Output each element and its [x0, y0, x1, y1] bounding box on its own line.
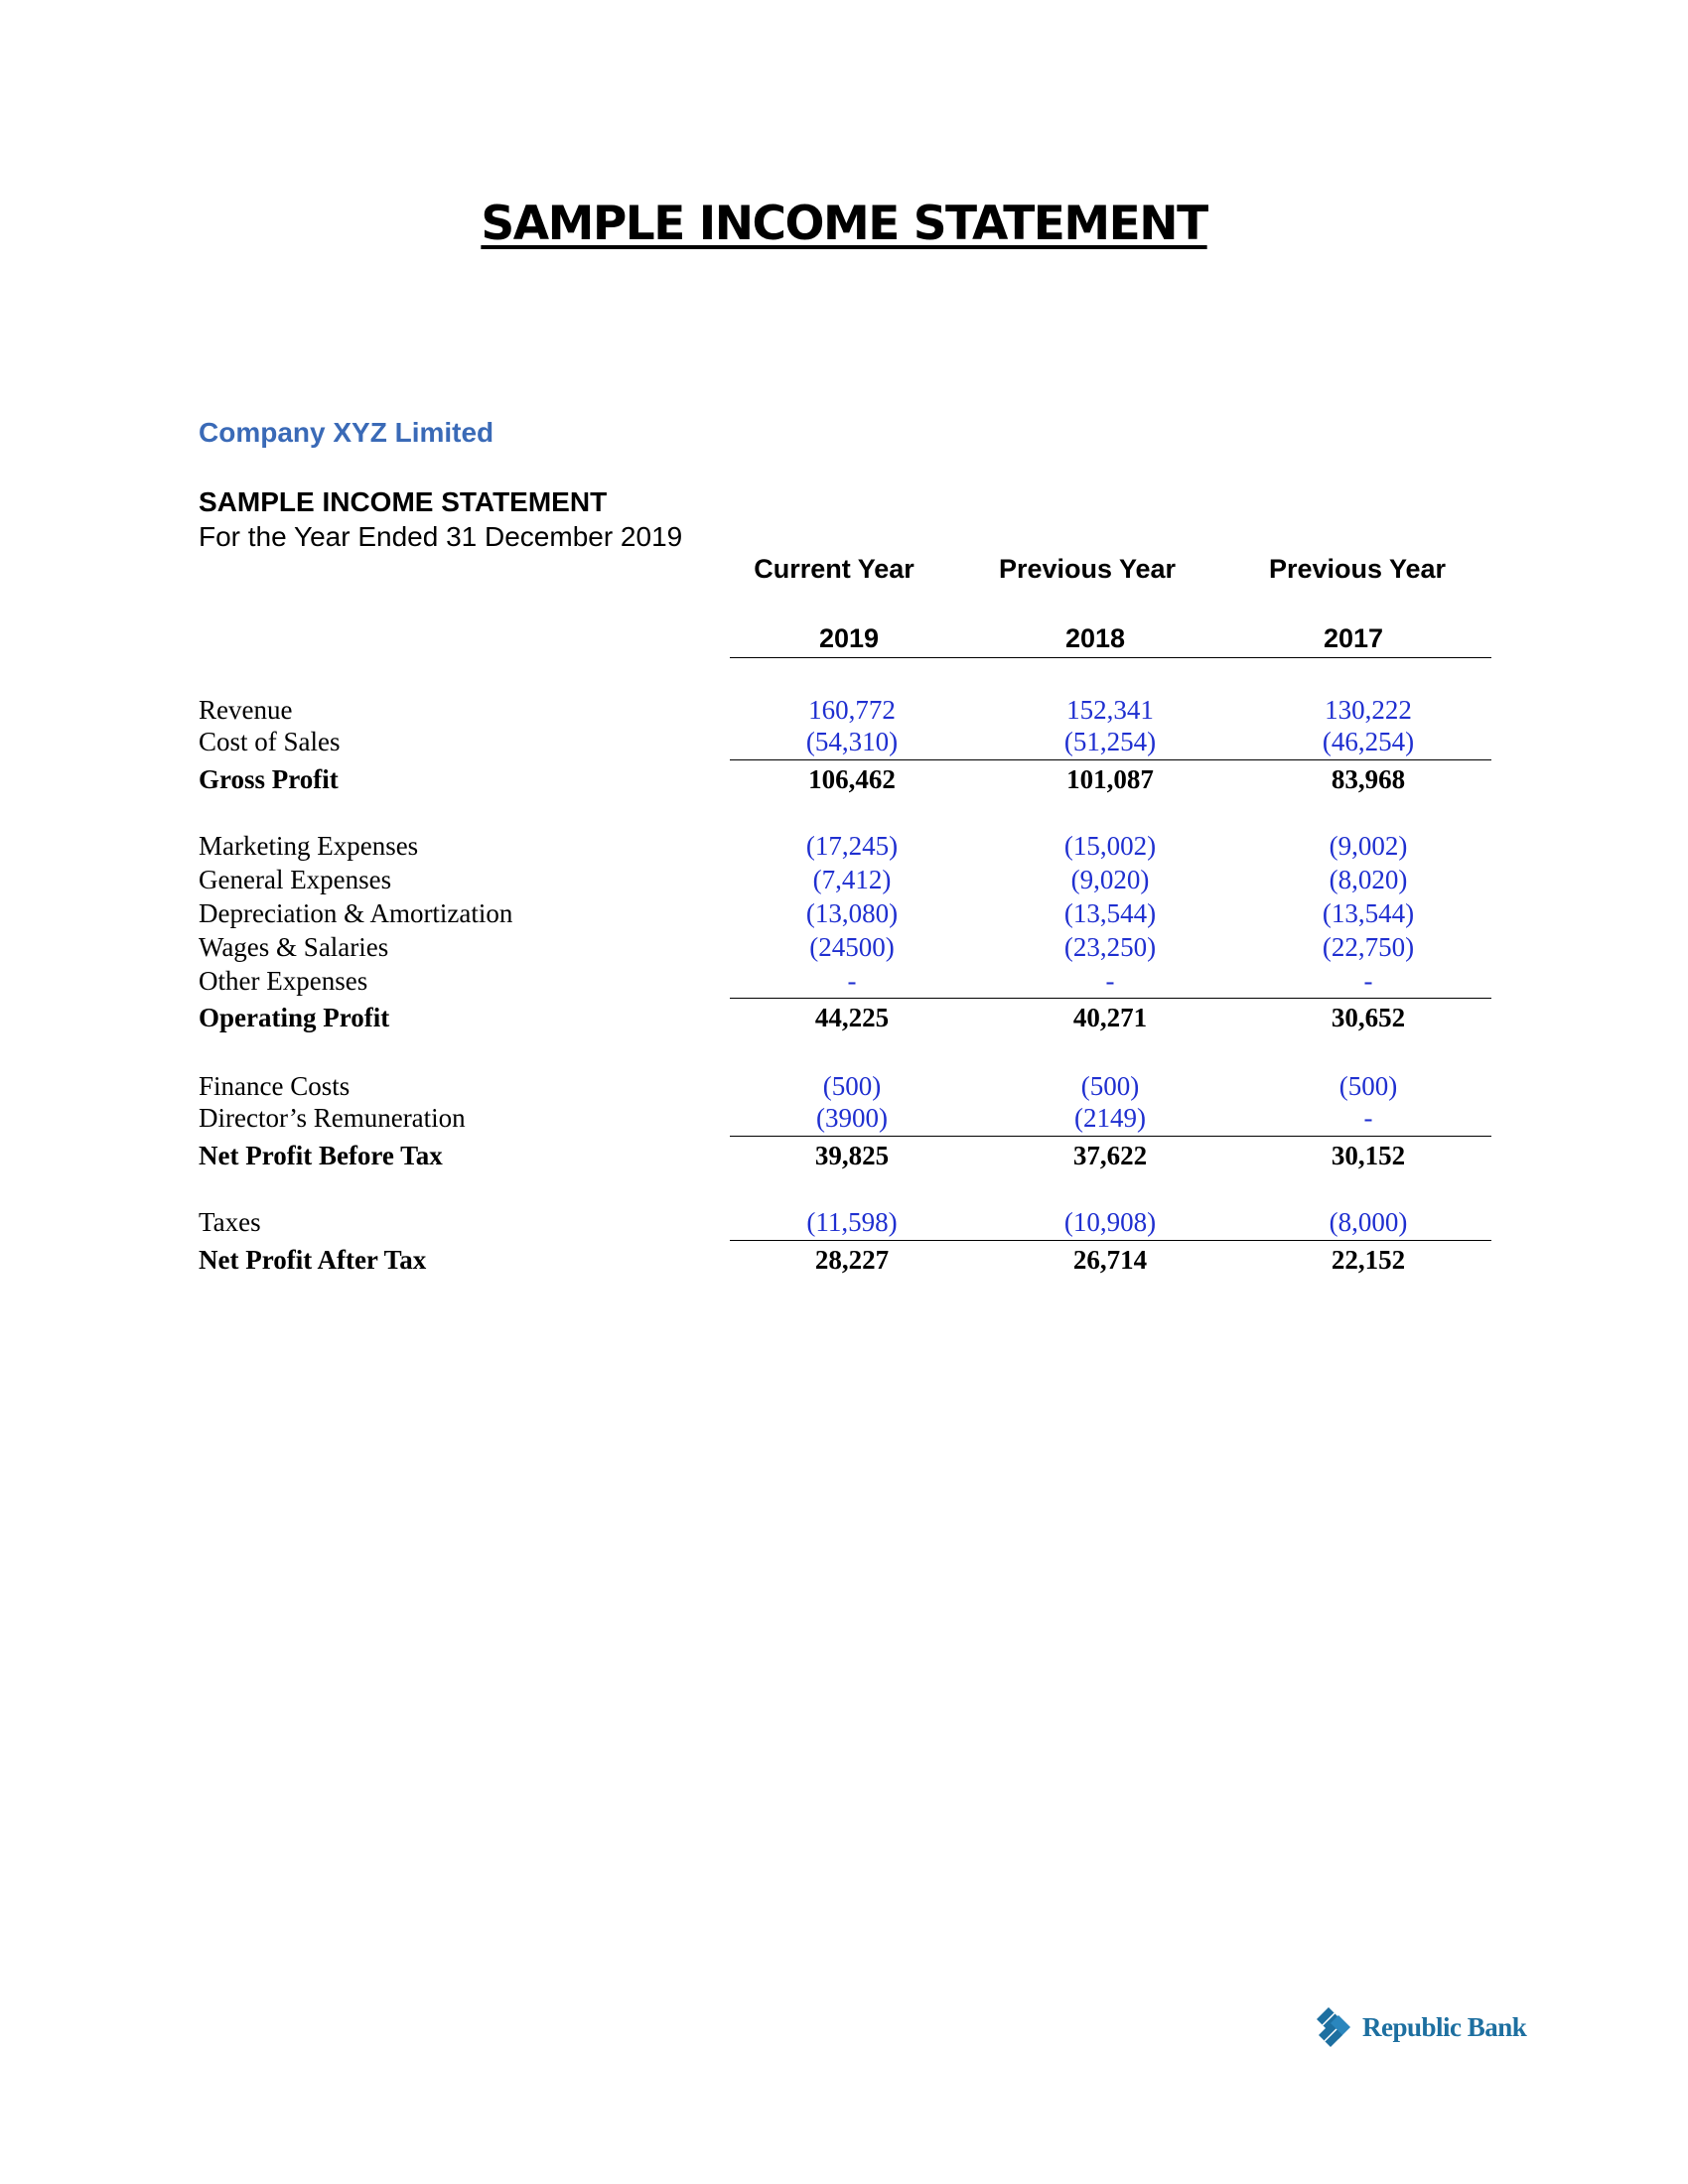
value-2017: 30,152	[1331, 1141, 1406, 1170]
value-2018: 40,271	[1072, 1003, 1148, 1032]
value-2018: (500)	[1080, 1071, 1140, 1101]
row-taxes	[0, 1207, 1688, 1241]
subtotal-rule	[730, 759, 1491, 760]
row-label: Operating Profit	[199, 1003, 390, 1032]
value-2017: (22,750)	[1322, 932, 1415, 962]
value-2018: (10,908)	[1063, 1207, 1157, 1237]
value-2019: 160,772	[808, 695, 896, 725]
row-depreciation-amortization	[0, 898, 1688, 932]
row-net-profit-before-tax	[0, 1141, 1688, 1174]
value-2018: (15,002)	[1063, 831, 1157, 861]
column-label-previous-year-2: Previous Year	[1268, 554, 1447, 584]
value-2017: 83,968	[1331, 764, 1406, 794]
value-2017: (9,002)	[1329, 831, 1408, 861]
row-net-profit-after-tax	[0, 1245, 1688, 1279]
value-2018: 26,714	[1072, 1245, 1148, 1275]
value-2017: -	[1363, 1103, 1373, 1133]
header-rule	[730, 657, 1491, 658]
value-2018: -	[1105, 966, 1115, 996]
value-2018: (2149)	[1074, 1103, 1146, 1133]
value-2019: (3900)	[816, 1103, 888, 1133]
row-label: Finance Costs	[199, 1071, 351, 1101]
value-2018: (13,544)	[1063, 898, 1157, 928]
row-label: Other Expenses	[199, 966, 368, 996]
diamond-logo-icon	[1313, 2003, 1358, 2051]
subtotal-rule	[730, 1240, 1491, 1241]
row-label: Net Profit Before Tax	[199, 1141, 443, 1170]
value-2019: (7,412)	[812, 865, 892, 894]
value-2017: (13,544)	[1322, 898, 1415, 928]
row-label: Revenue	[199, 695, 293, 725]
page-title: SAMPLE INCOME STATEMENT	[481, 197, 1207, 251]
row-label: Marketing Expenses	[199, 831, 419, 861]
value-2017: (8,000)	[1329, 1207, 1408, 1237]
value-2019: -	[847, 966, 857, 996]
value-2019: (54,310)	[805, 727, 899, 756]
subtotal-rule	[730, 998, 1491, 999]
value-2017: 22,152	[1331, 1245, 1406, 1275]
row-label: Depreciation & Amortization	[199, 898, 513, 928]
row-label: Wages & Salaries	[199, 932, 389, 962]
row-cost-of-sales	[0, 727, 1688, 760]
republic-bank-logo	[1313, 2003, 1526, 2051]
row-general-expenses	[0, 865, 1688, 898]
value-2017: 130,222	[1325, 695, 1412, 725]
row-revenue	[0, 695, 1688, 729]
row-label: Cost of Sales	[199, 727, 341, 756]
column-year-2018: 2018	[1064, 623, 1126, 653]
subtotal-rule	[730, 1136, 1491, 1137]
statement-title: SAMPLE INCOME STATEMENT	[199, 486, 608, 517]
value-2019: (11,598)	[806, 1207, 898, 1237]
value-2018: (9,020)	[1070, 865, 1150, 894]
value-2018: (23,250)	[1063, 932, 1157, 962]
value-2019: (13,080)	[805, 898, 899, 928]
row-directors-remuneration	[0, 1103, 1688, 1137]
row-wages-salaries	[0, 932, 1688, 966]
value-2018: (51,254)	[1063, 727, 1157, 756]
value-2017: (500)	[1338, 1071, 1398, 1101]
value-2019: 39,825	[814, 1141, 890, 1170]
row-other-expenses	[0, 966, 1688, 1000]
row-label: Taxes	[199, 1207, 261, 1237]
row-operating-profit	[0, 1003, 1688, 1036]
value-2019: 106,462	[808, 764, 896, 794]
value-2019: (500)	[822, 1071, 882, 1101]
value-2017: (46,254)	[1322, 727, 1415, 756]
value-2018: 37,622	[1072, 1141, 1148, 1170]
value-2019: (17,245)	[805, 831, 899, 861]
statement-period: For the Year Ended 31 December 2019	[199, 521, 683, 552]
column-year-2017: 2017	[1323, 623, 1384, 653]
value-2017: -	[1363, 966, 1373, 996]
value-2017: 30,652	[1331, 1003, 1406, 1032]
row-label: Gross Profit	[199, 764, 339, 794]
value-2019: (24500)	[809, 932, 895, 962]
row-finance-costs	[0, 1071, 1688, 1105]
value-2019: 44,225	[814, 1003, 890, 1032]
company-name: Company XYZ Limited	[199, 417, 494, 448]
value-2018: 152,341	[1066, 695, 1154, 725]
value-2017: (8,020)	[1329, 865, 1408, 894]
row-label: Director’s Remuneration	[199, 1103, 466, 1133]
column-label-current-year: Current Year	[754, 554, 914, 584]
column-label-previous-year-1: Previous Year	[998, 554, 1177, 584]
value-2018: 101,087	[1066, 764, 1154, 794]
row-gross-profit	[0, 764, 1688, 798]
value-2019: 28,227	[814, 1245, 890, 1275]
column-year-2019: 2019	[818, 623, 880, 653]
logo-text: Republic Bank	[1362, 2011, 1527, 2042]
row-label: General Expenses	[199, 865, 392, 894]
row-label: Net Profit After Tax	[199, 1245, 427, 1275]
row-marketing-expenses	[0, 831, 1688, 865]
